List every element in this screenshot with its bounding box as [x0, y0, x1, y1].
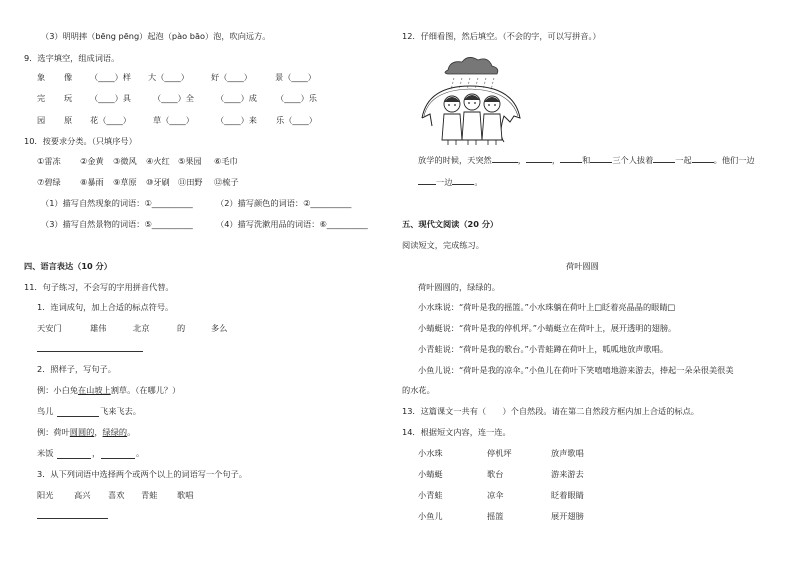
q9-title: 9．选字填空，组成词语。: [24, 53, 120, 63]
q9-blank: （____）全: [153, 93, 194, 103]
q10-sub4: （4）描写洗漱用品的词语：⑥__________: [216, 219, 368, 229]
q9-blank: （____）来: [216, 115, 257, 125]
q9-blank: （____）成: [216, 93, 257, 103]
match-col2: 摇篮: [487, 511, 504, 521]
q10-title: 10．按要求分类。（只填序号）: [24, 136, 137, 146]
q10-sub1: （1）描写自然现象的词语：①__________: [41, 198, 193, 208]
match-col2: 停机坪: [487, 448, 512, 458]
match-col2: 歌台: [487, 469, 504, 479]
q9-char: 完: [37, 93, 46, 103]
q13-text: 13．这篇课文一共有（ ）个自然段。请在第二自然段方框内加上合适的标点。: [402, 406, 699, 416]
word-chip: 的: [177, 323, 186, 333]
q14-title: 14．根据短文内容，连一连。: [402, 427, 511, 437]
match-col3: 展开翅膀: [551, 511, 584, 521]
q11-p2: 2．照样子，写句子。: [37, 364, 116, 374]
word-chip: 多么: [211, 323, 228, 333]
q10-item: ③微风: [113, 156, 137, 166]
match-col3: 游来游去: [551, 469, 584, 479]
word-chip: 歌唱: [177, 490, 194, 500]
q9-blank: （____）具: [90, 93, 131, 103]
q10-sub3: （3）描写自然景物的词语：⑤__________: [41, 219, 193, 229]
q11-fill2-suffix: 。: [136, 448, 145, 458]
passage-paragraph: 小蜻蜓说：“荷叶是我的停机坪。”小蜻蜓立在荷叶上，展开透明的翅膀。: [418, 323, 677, 333]
passage-paragraph: 小水珠说：“荷叶是我的摇篮。”小水珠躺在荷叶上□眨着亮晶晶的眼睛□: [418, 302, 676, 312]
q9-char: 像: [64, 72, 73, 82]
q9-char: 象: [37, 72, 46, 82]
word-chip: 天安门: [37, 323, 62, 333]
word-chip: 北京: [133, 323, 150, 333]
q11-fill1-suffix: 飞来飞去。: [100, 406, 141, 416]
section-4-heading: 四、语言表达（10 分）: [24, 261, 112, 271]
answer-line: [57, 416, 99, 417]
word-chip: 雄伟: [90, 323, 107, 333]
q11-p3: 3．从下列词语中选择两个或两个以上的词语写一个句子。: [37, 469, 247, 479]
word-chip: 高兴: [74, 490, 91, 500]
q9-blank: 草（____）: [153, 115, 194, 125]
q10-item: ⑤果园: [178, 156, 202, 166]
match-col3: 放声歌唱: [551, 448, 584, 458]
q9-blank: （____）乐: [276, 93, 317, 103]
passage-paragraph: 荷叶圆圆的，绿绿的。: [418, 282, 500, 292]
q9-blank: 好（____）: [211, 72, 252, 82]
match-col1: 小鱼儿: [418, 511, 443, 521]
match-col1: 小水珠: [418, 448, 443, 458]
q9-blank: 景（____）: [275, 72, 316, 82]
q9-blank: （____）样: [90, 72, 131, 82]
q10-sub2: （2）描写颜色的词语：②__________: [216, 198, 352, 208]
answer-line: [101, 458, 135, 459]
q9-blank: 大（____）: [148, 72, 189, 82]
answer-line: [37, 518, 108, 519]
match-col1: 小蜻蜓: [418, 469, 443, 479]
q12-line1: 放学的时候，天突然 ， ， 和 三个人拔着 一起 。他们一边: [418, 155, 755, 165]
q10-item: ①雷冻: [37, 156, 61, 166]
word-chip: 喜欢: [108, 490, 125, 500]
q10-item: ⑪田野: [178, 177, 203, 187]
q9-char: 园: [37, 115, 46, 125]
q11-fill1: 鸟儿: [37, 406, 54, 416]
passage-paragraph: 小鱼儿说：“荷叶是我的凉伞。”小鱼儿在荷叶下笑嘻嘻地游来游去，捧起一朵朵很美很美: [418, 365, 734, 375]
q9-char: 玩: [64, 93, 73, 103]
answer-line: [37, 351, 143, 352]
match-col3: 眨着眼睛: [551, 490, 584, 500]
section-5-heading: 五、现代文阅读（20 分）: [402, 219, 499, 229]
q12-title: 12．仔细看图，然后填空。（不会的字，可以写拼音。）: [402, 31, 601, 41]
q11-title: 11．句子练习，不会写的字用拼音代替。: [24, 282, 174, 292]
match-col2: 凉伞: [487, 490, 504, 500]
q9-blank: 花（____）: [90, 115, 131, 125]
q10-item: ⑥毛巾: [214, 156, 238, 166]
passage-title: 荷叶圆圆: [566, 261, 599, 271]
answer-line: [57, 458, 91, 459]
passage-paragraph: 的水花。: [402, 385, 435, 395]
q10-item: ⑧暴雨: [80, 177, 104, 187]
word-chip: 青蛙: [141, 490, 158, 500]
children-under-leaf-illustration: [418, 56, 528, 146]
match-col1: 小青蛙: [418, 490, 443, 500]
q10-item: ⑨草原: [113, 177, 137, 187]
q11-fill2-mid: ，: [92, 448, 101, 458]
q8-line3: （3）明明摔（bēng pēng）起泡（pào bāo）泡，吹向远方。: [41, 31, 271, 41]
q10-item: ④火红: [146, 156, 170, 166]
reading-intro: 阅读短文，完成练习。: [402, 240, 484, 250]
q10-item: ⑫梳子: [214, 177, 239, 187]
q12-line2: 一边 。: [418, 177, 483, 188]
q9-char: 原: [64, 115, 73, 125]
q10-item: ⑦碧绿: [37, 177, 61, 187]
q11-p1: 1．连词成句，加上合适的标点符号。: [37, 302, 174, 312]
q11-example1: 例：小白兔在山坡上割草。（在哪儿？）: [37, 385, 181, 395]
q10-item: ②金黄: [80, 156, 104, 166]
word-chip: 阳光: [37, 490, 54, 500]
q11-example2: 例：荷叶圆圆的，绿绿的。: [37, 427, 136, 437]
q11-fill2: 米饭: [37, 448, 54, 458]
passage-paragraph: 小青蛙说：“荷叶是我的歌台。”小青蛙蹲在荷叶上，呱呱地放声歌唱。: [418, 344, 669, 354]
q9-blank: 乐（____）: [276, 115, 317, 125]
q10-item: ⑩牙刷: [146, 177, 170, 187]
